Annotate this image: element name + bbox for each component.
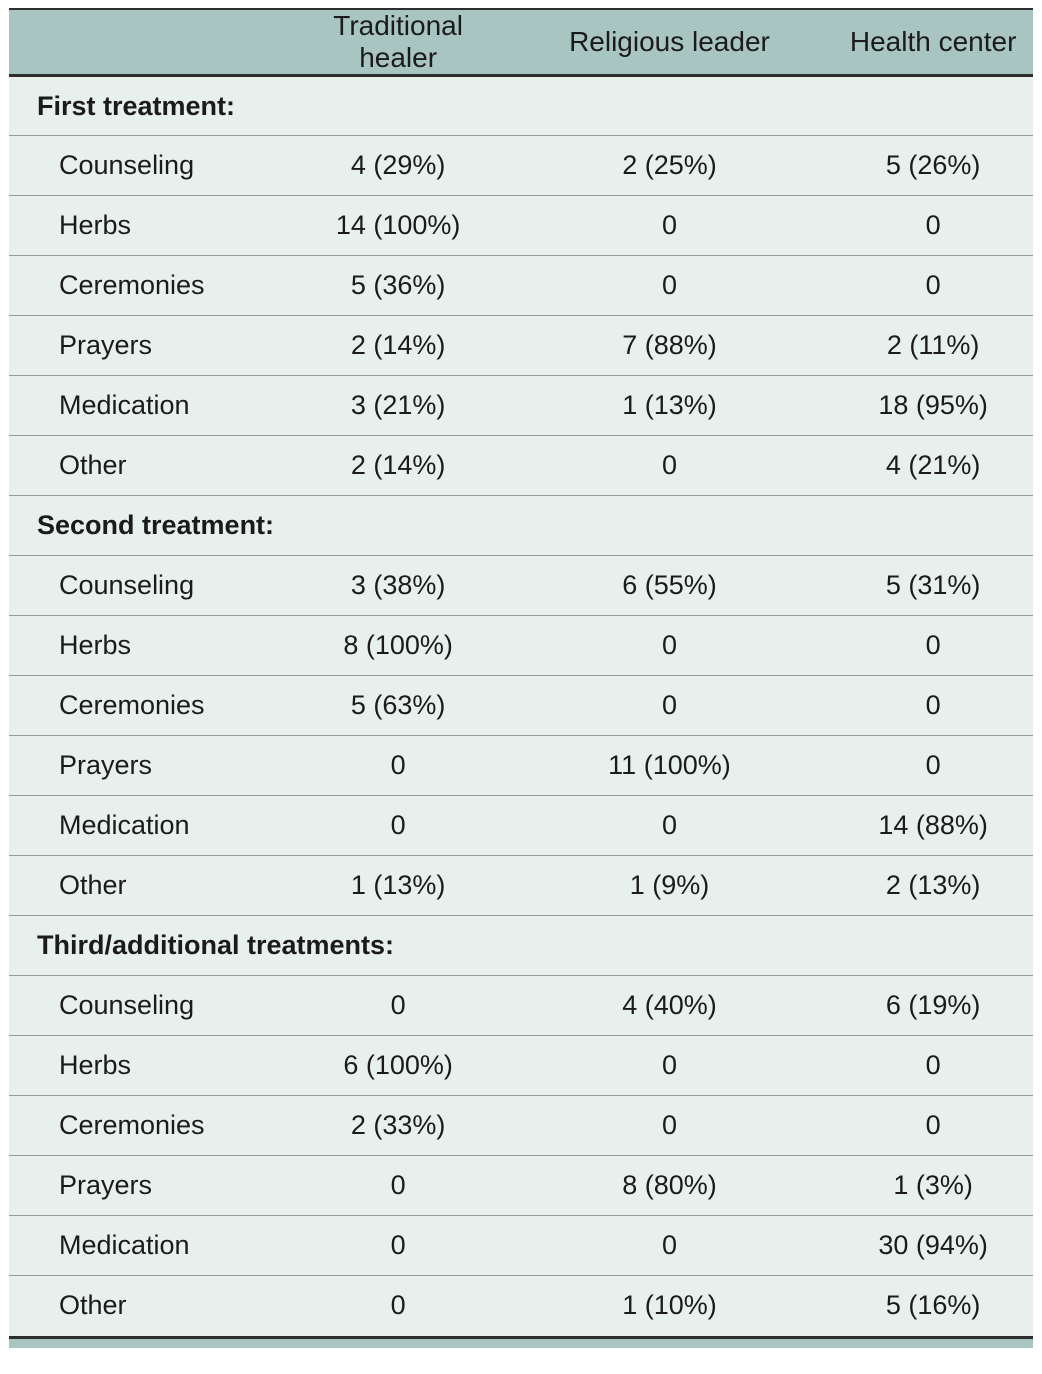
row-label: Ceremonies bbox=[9, 256, 291, 316]
value-cell: 0 bbox=[291, 1156, 506, 1216]
value-cell: 6 (55%) bbox=[506, 556, 834, 616]
value-cell: 2 (14%) bbox=[291, 436, 506, 496]
row-label: Prayers bbox=[9, 316, 291, 376]
row-label: Herbs bbox=[9, 196, 291, 256]
table-footer-rule bbox=[9, 1336, 1033, 1348]
table-row bbox=[9, 196, 1033, 256]
row-label: Medication bbox=[9, 1216, 291, 1276]
value-cell: 30 (94%) bbox=[833, 1216, 1033, 1276]
section-label: Second treatment: bbox=[9, 496, 1033, 556]
value-cell: 1 (9%) bbox=[506, 856, 834, 916]
value-cell: 11 (100%) bbox=[506, 736, 834, 796]
value-cell: 8 (100%) bbox=[291, 616, 506, 676]
table-row bbox=[9, 256, 1033, 316]
table-row bbox=[9, 1036, 1033, 1096]
table-row bbox=[9, 1276, 1033, 1336]
value-cell: 3 (21%) bbox=[291, 376, 506, 436]
table-row bbox=[9, 436, 1033, 496]
row-label: Ceremonies bbox=[9, 676, 291, 736]
value-cell: 0 bbox=[506, 196, 834, 256]
row-label: Medication bbox=[9, 796, 291, 856]
row-label: Prayers bbox=[9, 1156, 291, 1216]
value-cell: 0 bbox=[506, 436, 834, 496]
row-label: Herbs bbox=[9, 616, 291, 676]
value-cell: 2 (13%) bbox=[833, 856, 1033, 916]
value-cell: 5 (36%) bbox=[291, 256, 506, 316]
value-cell: 0 bbox=[833, 1036, 1033, 1096]
table-row bbox=[9, 376, 1033, 436]
value-cell: 3 (38%) bbox=[291, 556, 506, 616]
table-row bbox=[9, 676, 1033, 736]
table-row bbox=[9, 1156, 1033, 1216]
value-cell: 0 bbox=[506, 1216, 834, 1276]
value-cell: 7 (88%) bbox=[506, 316, 834, 376]
value-cell: 14 (88%) bbox=[833, 796, 1033, 856]
value-cell: 4 (40%) bbox=[506, 976, 834, 1036]
table-row bbox=[9, 736, 1033, 796]
row-label: Medication bbox=[9, 376, 291, 436]
value-cell: 0 bbox=[291, 1276, 506, 1336]
value-cell: 0 bbox=[506, 616, 834, 676]
row-label: Other bbox=[9, 436, 291, 496]
section-label: Third/additional treatments: bbox=[9, 916, 1033, 976]
value-cell: 1 (13%) bbox=[291, 856, 506, 916]
value-cell: 5 (31%) bbox=[833, 556, 1033, 616]
row-label: Ceremonies bbox=[9, 1096, 291, 1156]
table-row bbox=[9, 976, 1033, 1036]
table-row bbox=[9, 316, 1033, 376]
table-row bbox=[9, 136, 1033, 196]
value-cell: 0 bbox=[506, 1096, 834, 1156]
value-cell: 2 (33%) bbox=[291, 1096, 506, 1156]
section-label: First treatment: bbox=[9, 76, 1033, 136]
column-header-religious-leader: Religious leader bbox=[506, 9, 834, 76]
value-cell: 4 (21%) bbox=[833, 436, 1033, 496]
value-cell: 1 (3%) bbox=[833, 1156, 1033, 1216]
treatments-table bbox=[9, 8, 1033, 1336]
value-cell: 0 bbox=[506, 796, 834, 856]
row-label: Other bbox=[9, 856, 291, 916]
value-cell: 2 (11%) bbox=[833, 316, 1033, 376]
value-cell: 14 (100%) bbox=[291, 196, 506, 256]
value-cell: 0 bbox=[291, 736, 506, 796]
header-row bbox=[9, 9, 1033, 76]
column-header-traditional-healer: Traditional healer bbox=[291, 9, 506, 76]
table-row bbox=[9, 616, 1033, 676]
row-label: Other bbox=[9, 1276, 291, 1336]
value-cell: 0 bbox=[833, 196, 1033, 256]
value-cell: 6 (19%) bbox=[833, 976, 1033, 1036]
row-label: Counseling bbox=[9, 976, 291, 1036]
section-header-row bbox=[9, 76, 1033, 136]
value-cell: 0 bbox=[833, 676, 1033, 736]
value-cell: 4 (29%) bbox=[291, 136, 506, 196]
value-cell: 1 (10%) bbox=[506, 1276, 834, 1336]
value-cell: 0 bbox=[291, 976, 506, 1036]
row-label: Herbs bbox=[9, 1036, 291, 1096]
section-header-row bbox=[9, 496, 1033, 556]
value-cell: 8 (80%) bbox=[506, 1156, 834, 1216]
table-body bbox=[9, 76, 1033, 1336]
table-row bbox=[9, 1216, 1033, 1276]
table-row bbox=[9, 856, 1033, 916]
value-cell: 6 (100%) bbox=[291, 1036, 506, 1096]
value-cell: 0 bbox=[291, 1216, 506, 1276]
value-cell: 0 bbox=[291, 796, 506, 856]
row-label: Counseling bbox=[9, 556, 291, 616]
value-cell: 2 (14%) bbox=[291, 316, 506, 376]
value-cell: 5 (63%) bbox=[291, 676, 506, 736]
value-cell: 5 (16%) bbox=[833, 1276, 1033, 1336]
value-cell: 0 bbox=[833, 616, 1033, 676]
table-row bbox=[9, 556, 1033, 616]
value-cell: 0 bbox=[833, 1096, 1033, 1156]
row-label: Counseling bbox=[9, 136, 291, 196]
column-header-health-center: Health center bbox=[833, 9, 1033, 76]
table-row bbox=[9, 1096, 1033, 1156]
row-label: Prayers bbox=[9, 736, 291, 796]
table-row bbox=[9, 796, 1033, 856]
section-header-row bbox=[9, 916, 1033, 976]
value-cell: 0 bbox=[833, 256, 1033, 316]
value-cell: 0 bbox=[833, 736, 1033, 796]
value-cell: 0 bbox=[506, 1036, 834, 1096]
value-cell: 0 bbox=[506, 676, 834, 736]
corner-cell bbox=[9, 9, 291, 76]
value-cell: 0 bbox=[506, 256, 834, 316]
value-cell: 18 (95%) bbox=[833, 376, 1033, 436]
value-cell: 2 (25%) bbox=[506, 136, 834, 196]
value-cell: 5 (26%) bbox=[833, 136, 1033, 196]
value-cell: 1 (13%) bbox=[506, 376, 834, 436]
